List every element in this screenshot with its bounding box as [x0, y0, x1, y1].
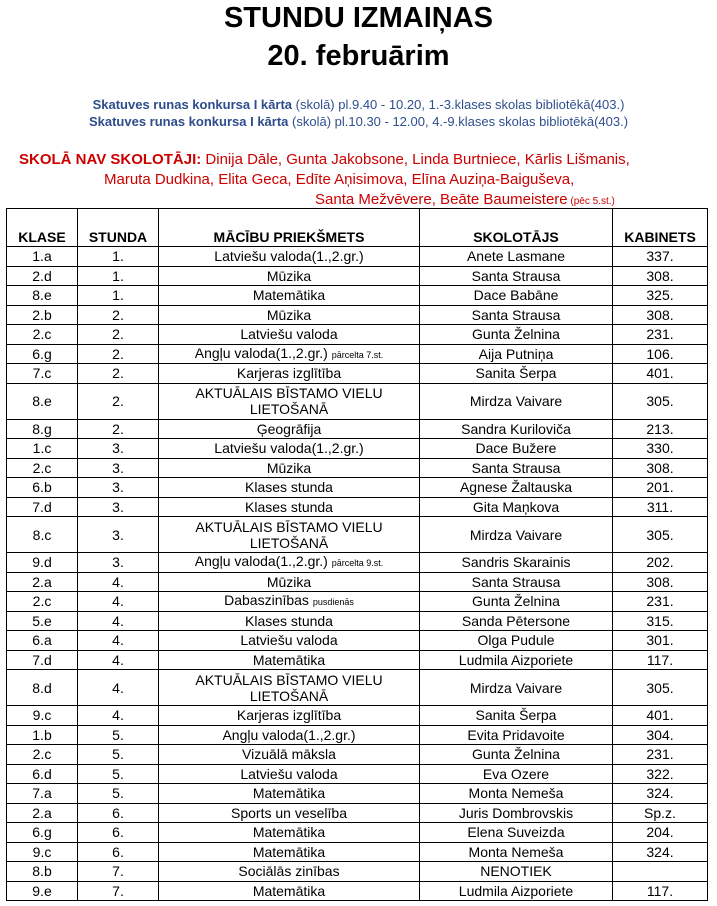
cell-stunda: 5.	[78, 725, 159, 745]
cell-klase: 2.d	[7, 266, 78, 286]
cell-subject	[159, 725, 420, 745]
cell-room: 201.	[613, 478, 708, 498]
cell-klase: 8.e	[7, 286, 78, 306]
cell-stunda: 3.	[78, 478, 159, 498]
cell-room: 308.	[613, 266, 708, 286]
cell-room: 337.	[613, 247, 708, 267]
cell-subject	[159, 364, 420, 384]
cell-teacher: Santa Strausa	[420, 458, 613, 478]
subject-text: Matemātika	[252, 882, 326, 899]
cell-subject	[159, 478, 420, 498]
cell-klase: 7.a	[7, 784, 78, 804]
absent-line-1	[19, 150, 630, 170]
subject-text: Vizuālā māksla	[242, 746, 336, 763]
cell-klase: 2.c	[7, 325, 78, 345]
absent-names-2: Maruta Dudkina, Elita Geca, Edīte Aņisimova, Elīna Auziņa-Baiguševa,	[104, 171, 575, 188]
cell-klase: 7.c	[7, 364, 78, 384]
header-subject: MĀCĪBU PRIEKŠMETS	[159, 209, 420, 247]
cell-stunda: 4.	[78, 611, 159, 631]
subject-text: Dabaszinības	[224, 592, 309, 609]
cell-teacher: Santa Strausa	[420, 305, 613, 325]
cell-subject	[159, 344, 420, 364]
cell-stunda: 3.	[78, 553, 159, 573]
table-row	[7, 611, 708, 631]
subject-text: AKTUĀLAIS BĪSTAMO VIELU LIETOŠANĀ	[195, 671, 383, 704]
subject-text: Klases stunda	[245, 498, 333, 515]
subject-text: Matemātika	[252, 287, 326, 304]
cell-room: 308.	[613, 572, 708, 592]
cell-teacher: Sandra Kuriloviča	[420, 419, 613, 439]
cell-room: 305.	[613, 517, 708, 553]
cell-stunda: 4.	[78, 592, 159, 612]
table-row	[7, 325, 708, 345]
cell-stunda: 2.	[78, 419, 159, 439]
info-line-1	[0, 97, 717, 113]
cell-room: 324.	[613, 842, 708, 862]
cell-room: 231.	[613, 745, 708, 765]
cell-klase: 8.b	[7, 862, 78, 882]
cell-stunda: 2.	[78, 305, 159, 325]
table-row	[7, 383, 708, 419]
subject-text: Latviešu valoda	[240, 632, 338, 649]
cell-klase: 2.b	[7, 305, 78, 325]
cell-teacher: Gunta Želnina	[420, 325, 613, 345]
cell-subject	[159, 305, 420, 325]
subject-note: pusdienās	[312, 597, 354, 608]
table-row	[7, 881, 708, 901]
cell-stunda: 6.	[78, 823, 159, 843]
cell-stunda: 2.	[78, 344, 159, 364]
cell-room: 311.	[613, 497, 708, 517]
cell-teacher: Ludmila Aizporiete	[420, 650, 613, 670]
table-row	[7, 631, 708, 651]
subject-text: Angļu valoda(1.,2.gr.)	[194, 553, 328, 570]
cell-subject	[159, 553, 420, 573]
table-row	[7, 592, 708, 612]
subject-text: AKTUĀLAIS BĪSTAMO VIELU LIETOŠANĀ	[195, 518, 383, 551]
cell-subject	[159, 670, 420, 706]
cell-teacher: Eva Ozere	[420, 764, 613, 784]
subject-text: Angļu valoda(1.,2.gr.)	[222, 726, 356, 743]
cell-teacher: Monta Nemeša	[420, 842, 613, 862]
info-line-2-rest: (skolā) pl.10.30 - 12.00, 4.-9.klases skolas bibliotēkā(403.)	[288, 114, 629, 129]
cell-room: 322.	[613, 764, 708, 784]
table-row	[7, 784, 708, 804]
cell-subject	[159, 881, 420, 901]
cell-klase: 1.c	[7, 439, 78, 459]
cell-teacher: Gita Maņkova	[420, 497, 613, 517]
absent-label: SKOLĀ NAV SKOLOTĀJI:	[19, 151, 202, 168]
subject-text: Latviešu valoda	[240, 765, 338, 782]
cell-subject	[159, 706, 420, 726]
cell-room: 308.	[613, 305, 708, 325]
cell-teacher: Juris Dombrovskis	[420, 803, 613, 823]
cell-room: 231.	[613, 592, 708, 612]
subject-text: Matemātika	[252, 824, 326, 841]
cell-klase: 6.b	[7, 478, 78, 498]
cell-klase: 1.b	[7, 725, 78, 745]
page-title: STUNDU IZMAIŅAS	[223, 2, 494, 34]
header-klase: KLASE	[7, 209, 78, 247]
cell-room: Sp.z.	[613, 803, 708, 823]
subject-text: Karjeras izglītība	[236, 707, 342, 724]
subject-text: Mūzika	[266, 573, 312, 590]
cell-teacher: Gunta Želnina	[420, 592, 613, 612]
cell-klase: 9.c	[7, 842, 78, 862]
subject-text: Matemātika	[252, 843, 326, 860]
cell-subject	[159, 325, 420, 345]
cell-teacher: Gunta Želnina	[420, 745, 613, 765]
cell-stunda: 5.	[78, 745, 159, 765]
table-row	[7, 517, 708, 553]
cell-teacher: Ludmila Aizporiete	[420, 881, 613, 901]
cell-teacher: Sanda Pētersone	[420, 611, 613, 631]
cell-stunda: 4.	[78, 650, 159, 670]
cell-klase: 7.d	[7, 497, 78, 517]
cell-subject	[159, 862, 420, 882]
info-line-1-bold: Skatuves runas konkursa I kārta	[92, 97, 293, 112]
cell-klase: 2.c	[7, 745, 78, 765]
cell-room: 301.	[613, 631, 708, 651]
cell-room: 305.	[613, 670, 708, 706]
cell-room: 305.	[613, 383, 708, 419]
cell-room: 401.	[613, 706, 708, 726]
cell-subject	[159, 419, 420, 439]
cell-room: 213.	[613, 419, 708, 439]
table-row	[7, 725, 708, 745]
cell-klase: 8.g	[7, 419, 78, 439]
cell-teacher: Mirdza Vaivare	[420, 517, 613, 553]
cell-klase: 8.c	[7, 517, 78, 553]
cell-subject	[159, 383, 420, 419]
table-body	[7, 247, 708, 901]
table-row	[7, 803, 708, 823]
table-row	[7, 764, 708, 784]
info-line-1-rest: (skolā) pl.9.40 - 10.20, 1.-3.klases skolas bibliotēkā(403.)	[292, 97, 625, 112]
absent-names-1: Dinija Dāle, Gunta Jakobsone, Linda Burtniece, Kārlis Lišmanis,	[201, 151, 630, 168]
header-room: KABINETS	[613, 209, 708, 247]
cell-subject	[159, 784, 420, 804]
cell-room: 325.	[613, 286, 708, 306]
cell-subject	[159, 517, 420, 553]
cell-room: 117.	[613, 881, 708, 901]
cell-stunda: 4.	[78, 670, 159, 706]
cell-klase: 2.a	[7, 803, 78, 823]
cell-klase: 2.a	[7, 572, 78, 592]
cell-subject	[159, 823, 420, 843]
subject-text: Angļu valoda(1.,2.gr.)	[194, 344, 328, 361]
cell-subject	[159, 650, 420, 670]
table-row	[7, 419, 708, 439]
table-row	[7, 458, 708, 478]
cell-teacher: Sanita Šerpa	[420, 706, 613, 726]
cell-stunda: 2.	[78, 325, 159, 345]
cell-klase: 2.c	[7, 592, 78, 612]
cell-subject	[159, 572, 420, 592]
cell-stunda: 3.	[78, 517, 159, 553]
subject-text: AKTUĀLAIS BĪSTAMO VIELU LIETOŠANĀ	[195, 385, 383, 417]
cell-klase: 7.d	[7, 650, 78, 670]
cell-stunda: 2.	[78, 364, 159, 384]
subject-text: Latviešu valoda(1.,2.gr.)	[214, 248, 364, 265]
cell-teacher: Mirdza Vaivare	[420, 670, 613, 706]
cell-subject	[159, 611, 420, 631]
cell-subject	[159, 266, 420, 286]
cell-room: 308.	[613, 458, 708, 478]
cell-room: 117.	[613, 650, 708, 670]
cell-subject	[159, 803, 420, 823]
cell-subject	[159, 497, 420, 517]
subject-text: Karjeras izglītība	[236, 365, 342, 382]
cell-subject	[159, 764, 420, 784]
subject-text: Latviešu valoda(1.,2.gr.)	[214, 440, 364, 457]
table-row	[7, 266, 708, 286]
cell-teacher: Aija Putniņa	[420, 344, 613, 364]
cell-klase: 1.a	[7, 247, 78, 267]
cell-stunda: 7.	[78, 881, 159, 901]
cell-stunda: 6.	[78, 803, 159, 823]
cell-teacher: Dace Bužere	[420, 439, 613, 459]
cell-stunda: 5.	[78, 764, 159, 784]
cell-teacher: Sanita Šerpa	[420, 364, 613, 384]
cell-stunda: 4.	[78, 706, 159, 726]
cell-klase: 9.c	[7, 706, 78, 726]
subject-text: Mūzika	[266, 459, 312, 476]
cell-stunda: 7.	[78, 862, 159, 882]
cell-teacher: Agnese Žaltauska	[420, 478, 613, 498]
page-date: 20. februārim	[267, 40, 450, 72]
table-row	[7, 439, 708, 459]
cell-stunda: 4.	[78, 631, 159, 651]
cell-stunda: 3.	[78, 439, 159, 459]
cell-subject	[159, 247, 420, 267]
absent-names-3: Santa Mežvēvere, Beāte Baumeistere	[315, 191, 568, 208]
cell-subject	[159, 439, 420, 459]
cell-subject	[159, 842, 420, 862]
cell-teacher: Anete Lasmane	[420, 247, 613, 267]
table-row	[7, 862, 708, 882]
info-line-2	[0, 114, 717, 130]
cell-stunda: 2.	[78, 383, 159, 419]
table-row	[7, 572, 708, 592]
table-row	[7, 670, 708, 706]
table-row	[7, 823, 708, 843]
table-row	[7, 344, 708, 364]
cell-room: 315.	[613, 611, 708, 631]
cell-klase: 6.d	[7, 764, 78, 784]
cell-teacher: Evita Pridavoite	[420, 725, 613, 745]
cell-klase: 2.c	[7, 458, 78, 478]
cell-klase: 8.e	[7, 383, 78, 419]
cell-subject	[159, 286, 420, 306]
cell-klase: 9.d	[7, 553, 78, 573]
subject-text: Matemātika	[252, 651, 326, 668]
cell-stunda: 5.	[78, 784, 159, 804]
subject-text: Ģeogrāfija	[256, 420, 322, 437]
info-line-2-bold: Skatuves runas konkursa I kārta	[88, 114, 289, 129]
cell-subject	[159, 631, 420, 651]
subject-text: Sports un veselība	[231, 804, 347, 821]
cell-stunda: 1.	[78, 247, 159, 267]
table-row	[7, 364, 708, 384]
table-row	[7, 497, 708, 517]
subject-text: Latviešu valoda	[240, 326, 338, 343]
cell-stunda: 1.	[78, 286, 159, 306]
table-row	[7, 305, 708, 325]
cell-teacher: Santa Strausa	[420, 572, 613, 592]
cell-room: 324.	[613, 784, 708, 804]
table-row	[7, 247, 708, 267]
cell-subject	[159, 745, 420, 765]
subject-text: Sociālās zinības	[238, 863, 340, 880]
subject-note: pārcelta 9.st.	[331, 558, 384, 569]
table-header-row	[7, 209, 708, 247]
subject-text: Klases stunda	[245, 479, 333, 496]
cell-subject	[159, 458, 420, 478]
subject-text: Matemātika	[252, 785, 326, 802]
absent-note: (pēc 5.st.)	[567, 196, 615, 207]
cell-room: 304.	[613, 725, 708, 745]
absent-line-2	[104, 170, 574, 190]
cell-stunda: 1.	[78, 266, 159, 286]
subject-text: Klases stunda	[245, 612, 333, 629]
cell-klase: 6.a	[7, 631, 78, 651]
cell-room: 401.	[613, 364, 708, 384]
cell-stunda: 3.	[78, 497, 159, 517]
cell-stunda: 4.	[78, 572, 159, 592]
table-row	[7, 842, 708, 862]
cell-teacher: NENOTIEK	[420, 862, 613, 882]
cell-subject	[159, 592, 420, 612]
schedule-table	[6, 208, 708, 901]
cell-room: 204.	[613, 823, 708, 843]
cell-room	[613, 862, 708, 882]
header-stunda: STUNDA	[78, 209, 159, 247]
cell-teacher: Santa Strausa	[420, 266, 613, 286]
subject-text: Mūzika	[266, 267, 312, 284]
cell-room: 106.	[613, 344, 708, 364]
cell-klase: 6.g	[7, 823, 78, 843]
cell-klase: 6.g	[7, 344, 78, 364]
cell-stunda: 6.	[78, 842, 159, 862]
cell-teacher: Dace Babāne	[420, 286, 613, 306]
cell-teacher: Monta Nemeša	[420, 784, 613, 804]
subject-note: pārcelta 7.st.	[331, 349, 384, 360]
header-teacher: SKOLOTĀJS	[420, 209, 613, 247]
cell-stunda: 3.	[78, 458, 159, 478]
cell-klase: 8.d	[7, 670, 78, 706]
cell-teacher: Elena Suveizda	[420, 823, 613, 843]
cell-klase: 5.e	[7, 611, 78, 631]
cell-teacher: Sandris Skarainis	[420, 553, 613, 573]
cell-klase: 9.e	[7, 881, 78, 901]
cell-teacher: Olga Pudule	[420, 631, 613, 651]
table-row	[7, 706, 708, 726]
table-row	[7, 650, 708, 670]
table-row	[7, 478, 708, 498]
table-row	[7, 553, 708, 573]
cell-room: 202.	[613, 553, 708, 573]
table-row	[7, 286, 708, 306]
subject-text: Mūzika	[266, 306, 312, 323]
cell-room: 231.	[613, 325, 708, 345]
table-row	[7, 745, 708, 765]
cell-teacher: Mirdza Vaivare	[420, 383, 613, 419]
cell-room: 330.	[613, 439, 708, 459]
